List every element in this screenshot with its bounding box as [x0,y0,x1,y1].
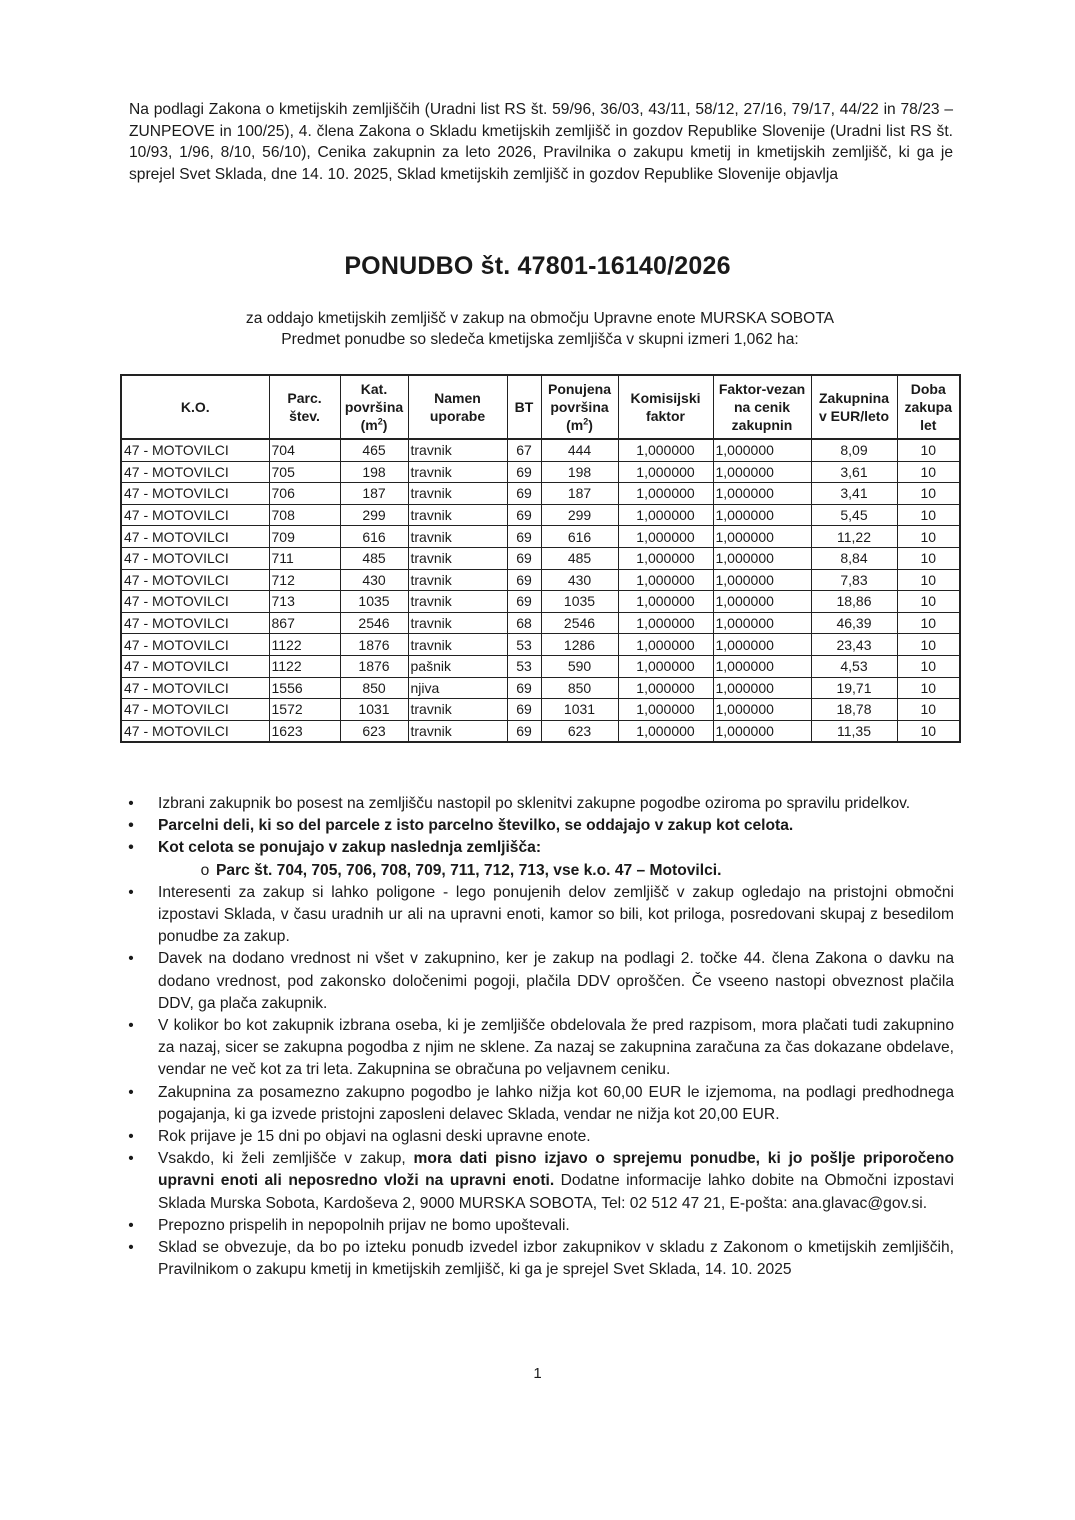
cell-faktor-vezan: 1,000000 [713,591,811,613]
cell-komisijski: 1,000000 [618,569,713,591]
cell-zakupnina: 3,41 [811,483,897,505]
cell-zakupnina: 5,45 [811,504,897,526]
table-row [121,677,960,699]
cell-doba: 10 [897,634,960,656]
list-item: • Izbrani zakupnik bo posest na zemljišču nastopil po sklenitvi zakupne pogodbe oziroma po spravilu pridelkov. [124,793,954,815]
cell-ko: 47 - MOTOVILCI [121,526,269,548]
cell-komisijski: 1,000000 [618,504,713,526]
list-item: • Sklad se obvezuje, da bo po izteku ponudb izvedel izbor zakupnikov v skladu z Zakonom o kmetijskih zemljiščih, Pravilnikom o zakupu kmetij in kmetijskih zemljišč, ki ga je sprejel Svet Sklada, 14. 10. 2025 [124,1237,954,1281]
cell-ko: 47 - MOTOVILCI [121,569,269,591]
cell-ponujena: 623 [541,720,618,742]
cell-doba: 10 [897,504,960,526]
cell-faktor-vezan: 1,000000 [713,634,811,656]
cell-zakupnina: 4,53 [811,655,897,677]
header-bt: BT [507,375,541,439]
header-ponujena-povrsina: Ponujena površina $(m^2)$ [541,375,618,439]
cell-zakupnina: 23,43 [811,634,897,656]
cell-ko: 47 - MOTOVILCI [121,699,269,721]
header-namen: Namen uporabe [408,375,507,439]
table-row [121,591,960,613]
parcels-table [120,374,961,743]
cell-zakupnina: 46,39 [811,612,897,634]
cell-bt: 53 [507,655,541,677]
cell-namen: travnik [408,547,507,569]
bullet-icon: • [128,1017,134,1035]
cell-parc: 709 [269,526,340,548]
cell-kat-povrsina: 187 [340,483,408,505]
cell-namen: travnik [408,612,507,634]
cell-kat-povrsina: 623 [340,720,408,742]
cell-faktor-vezan: 1,000000 [713,612,811,634]
cell-ko: 47 - MOTOVILCI [121,483,269,505]
cell-komisijski: 1,000000 [618,699,713,721]
list-item: • Prepozno prispelih in nepopolnih prijav ne bomo upoštevali. [124,1215,954,1237]
cell-komisijski: 1,000000 [618,526,713,548]
cell-kat-povrsina: 485 [340,547,408,569]
cell-faktor-vezan: 1,000000 [713,461,811,483]
table-row [121,569,960,591]
cell-doba: 10 [897,677,960,699]
list-item: • Zakupnina za posamezno zakupno pogodbo je lahko nižja kot 60,00 EUR le izjemoma, na podlagi predhodnega pogajanja, ki ga izvede pristojni zaposleni delavec Sklada, vendar ne nižja kot 20,00 EUR. [124,1082,954,1126]
cell-doba: 10 [897,720,960,742]
list-item: • Vsakdo, ki želi zemljišče v zakup, mora dati pisno izjavo o sprejemu ponudbe, ki jo pošlje priporočeno upravni enoti ali neposredno vloži na upravni enoti. Dodatne informacije lahko dobite na Območni izpostavi Sklada Murska Sobota, Kardoševa 2, 9000 MURSKA SOBOTA, Tel: 02 512 47 21, E-pošta: ana.glavac@gov.si. [124,1148,954,1215]
list-item: • Kot celota se ponujajo v zakup naslednja zemljišča: [124,837,954,859]
cell-bt: 69 [507,526,541,548]
cell-namen: travnik [408,439,507,461]
cell-bt: 67 [507,439,541,461]
cell-kat-povrsina: 1031 [340,699,408,721]
cell-ponujena: 430 [541,569,618,591]
bullet-icon: • [128,1083,134,1101]
cell-bt: 69 [507,504,541,526]
cell-kat-povrsina: 198 [340,461,408,483]
cell-parc: 1122 [269,655,340,677]
cell-faktor-vezan: 1,000000 [713,677,811,699]
bullet-icon: • [128,839,134,857]
cell-ponujena: 1035 [541,591,618,613]
table-row [121,461,960,483]
cell-parc: 712 [269,569,340,591]
table-row [121,720,960,742]
cell-bt: 69 [507,569,541,591]
cell-namen: njiva [408,677,507,699]
cell-komisijski: 1,000000 [618,483,713,505]
cell-doba: 10 [897,526,960,548]
table-row [121,655,960,677]
bullet-icon: • [128,1239,134,1257]
cell-zakupnina: 7,83 [811,569,897,591]
table-row [121,612,960,634]
cell-ponujena: 444 [541,439,618,461]
cell-bt: 69 [507,720,541,742]
cell-ko: 47 - MOTOVILCI [121,439,269,461]
cell-ko: 47 - MOTOVILCI [121,591,269,613]
cell-ponujena: 1031 [541,699,618,721]
list-item: • Interesenti za zakup si lahko poligone - lego ponujenih delov zemljišč v zakup ogledajo na pristojni območni izpostavi Sklada, v času uradnih ur ali na upravni enoti, kamor so bili, kot priloga, posredovani skupaj z besedilom ponudbe za zakup. [124,882,954,949]
list-item: • V kolikor bo kot zakupnik izbrana oseba, ki je zemljišče obdelovala že pred razpisom, mora plačati tudi zakupnino za nazaj, sicer se zakupna pogodba z njim ne sklene. Za nazaj se zakupnina zaračuna za čas dokazane obdelave, vendar ne več kot za tri leta. Zakupnina se obračuna po veljavnem ceniku. [124,1015,954,1082]
cell-namen: travnik [408,699,507,721]
cell-faktor-vezan: 1,000000 [713,720,811,742]
bullet-icon: • [128,817,134,835]
table-body [121,439,960,742]
cell-komisijski: 1,000000 [618,591,713,613]
cell-doba: 10 [897,483,960,505]
table-header-row [121,375,960,439]
cell-parc: 713 [269,591,340,613]
table-row [121,526,960,548]
cell-komisijski: 1,000000 [618,461,713,483]
cell-doba: 10 [897,439,960,461]
cell-namen: travnik [408,461,507,483]
cell-ko: 47 - MOTOVILCI [121,461,269,483]
cell-parc: 706 [269,483,340,505]
bullet-icon: • [128,795,134,812]
cell-ponujena: 299 [541,504,618,526]
document-title: PONUDBO št. 47801-16140/2026 [344,252,731,280]
cell-kat-povrsina: 1876 [340,634,408,656]
cell-faktor-vezan: 1,000000 [713,504,811,526]
cell-ponujena: 2546 [541,612,618,634]
list-item: • Parcelni deli, ki so del parcele z isto parcelno številko, se oddajajo v zakup kot celota. [124,815,954,837]
bold-requirement: mora dati pisno izjavo o sprejemu ponudbe, ki jo pošlje priporočeno upravni enoti ali neposredno vloži na upravni enoti. [158,1150,955,1190]
cell-ponujena: 485 [541,547,618,569]
cell-doba: 10 [897,461,960,483]
cell-namen: travnik [408,720,507,742]
cell-parc: 1623 [269,720,340,742]
cell-namen: travnik [408,569,507,591]
cell-komisijski: 1,000000 [618,634,713,656]
cell-bt: 69 [507,591,541,613]
cell-faktor-vezan: 1,000000 [713,547,811,569]
cell-namen: travnik [408,483,507,505]
cell-zakupnina: 11,22 [811,526,897,548]
list-subitem: o Parc št. 704, 705, 706, 708, 709, 711, 712, 713, vse k.o. 47 – Motovilci. [124,860,954,882]
cell-kat-povrsina: 1035 [340,591,408,613]
cell-ko: 47 - MOTOVILCI [121,504,269,526]
page-number: 1 [533,1365,542,1382]
cell-ponujena: 187 [541,483,618,505]
cell-ponujena: 198 [541,461,618,483]
cell-komisijski: 1,000000 [618,720,713,742]
cell-komisijski: 1,000000 [618,612,713,634]
cell-doba: 10 [897,569,960,591]
table-row [121,504,960,526]
bullet-icon: • [128,1128,134,1146]
cell-ponujena: 616 [541,526,618,548]
cell-namen: travnik [408,504,507,526]
cell-kat-povrsina: 616 [340,526,408,548]
cell-ko: 47 - MOTOVILCI [121,547,269,569]
cell-zakupnina: 8,84 [811,547,897,569]
bullet-icon: • [128,1150,134,1168]
cell-komisijski: 1,000000 [618,547,713,569]
bullet-icon: • [128,950,134,968]
cell-parc: 1122 [269,634,340,656]
cell-ko: 47 - MOTOVILCI [121,720,269,742]
cell-parc: 1556 [269,677,340,699]
cell-faktor-vezan: 1,000000 [713,526,811,548]
cell-doba: 10 [897,612,960,634]
intro-paragraph: Na podlagi Zakona o kmetijskih zemljiščih (Uradni list RS št. 59/96, 36/03, 43/11, 58/12, 27/16, 79/17, 44/22 in 78/23 – ZUNPEOVE in 100/25), 4. člena Zakona o Skladu kmetijskih zemljišč in gozdov Republike Slovenije (Uradni list RS št. 10/93, 1/96, 8/10, 56/10), Cenika zakupnin za leto 2026, Pravilnika o zakupu kmetij in kmetijskih zemljišč, ki ga je sprejel Svet Sklada, dne 14. 10. 2025, Sklad kmetijskih zemljišč in gozdov Republike Slovenije objavlja [129,101,953,183]
cell-ko: 47 - MOTOVILCI [121,634,269,656]
cell-kat-povrsina: 1876 [340,655,408,677]
cell-zakupnina: 19,71 [811,677,897,699]
cell-komisijski: 1,000000 [618,439,713,461]
cell-namen: pašnik [408,655,507,677]
cell-bt: 69 [507,483,541,505]
cell-doba: 10 [897,655,960,677]
cell-faktor-vezan: 1,000000 [713,655,811,677]
header-parc: Parc. štev. [269,375,340,439]
header-komisijski-faktor: Komisijski faktor [618,375,713,439]
table-row [121,699,960,721]
cell-bt: 69 [507,699,541,721]
sub-bullet-icon: o [200,861,210,879]
cell-kat-povrsina: 430 [340,569,408,591]
cell-namen: travnik [408,634,507,656]
cell-ko: 47 - MOTOVILCI [121,655,269,677]
cell-kat-povrsina: 465 [340,439,408,461]
cell-doba: 10 [897,591,960,613]
cell-zakupnina: 8,09 [811,439,897,461]
list-item: • Rok prijave je 15 dni po objavi na oglasni deski upravne enote. [124,1126,954,1148]
cell-parc: 711 [269,547,340,569]
header-kat-povrsina: Kat. površina $(m^2)$ [340,375,408,439]
header-doba: Doba zakupa let [897,375,960,439]
cell-faktor-vezan: 1,000000 [713,483,811,505]
cell-bt: 53 [507,634,541,656]
cell-faktor-vezan: 1,000000 [713,439,811,461]
cell-ponujena: 590 [541,655,618,677]
table-row [121,547,960,569]
bullet-icon: • [128,1216,134,1234]
conditions-list [124,793,954,1281]
bullet-icon: • [128,883,134,901]
cell-ponujena: 1286 [541,634,618,656]
header-ko: K.O. [121,375,269,439]
subtitle-total-area: Predmet ponudbe so sledeča kmetijska zemljišča v skupni izmeri 1,062 ha: [281,331,799,348]
cell-ko: 47 - MOTOVILCI [121,677,269,699]
cell-ponujena: 850 [541,677,618,699]
cell-faktor-vezan: 1,000000 [713,569,811,591]
cell-komisijski: 1,000000 [618,655,713,677]
cell-bt: 69 [507,461,541,483]
cell-kat-povrsina: 299 [340,504,408,526]
cell-bt: 69 [507,547,541,569]
cell-zakupnina: 18,78 [811,699,897,721]
table-row [121,483,960,505]
cell-kat-povrsina: 850 [340,677,408,699]
cell-zakupnina: 3,61 [811,461,897,483]
cell-namen: travnik [408,526,507,548]
cell-faktor-vezan: 1,000000 [713,699,811,721]
cell-parc: 704 [269,439,340,461]
cell-doba: 10 [897,547,960,569]
cell-doba: 10 [897,699,960,721]
header-faktor-vezan: Faktor-vezan na cenik zakupnin [713,375,811,439]
cell-parc: 1572 [269,699,340,721]
table-row [121,439,960,461]
cell-ko: 47 - MOTOVILCI [121,612,269,634]
cell-bt: 69 [507,677,541,699]
header-zakupnina: Zakupnina v EUR/leto [811,375,897,439]
cell-parc: 867 [269,612,340,634]
cell-komisijski: 1,000000 [618,677,713,699]
subtitle-area: za oddajo kmetijskih zemljišč v zakup na območju Upravne enote MURSKA SOBOTA [245,310,835,327]
cell-namen: travnik [408,591,507,613]
list-item: • Davek na dodano vrednost ni všet v zakupnino, ker je zakup na podlagi 2. točke 44. člena Zakona o davku na dodano vrednost, pod zakonsko določenimi pogoji, plačila DDV oproščen. Če vseeno nastopi obveznost plačila DDV, ga plača zakupnik. [124,948,954,1015]
cell-zakupnina: 11,35 [811,720,897,742]
cell-kat-povrsina: 2546 [340,612,408,634]
cell-bt: 68 [507,612,541,634]
table-row [121,634,960,656]
cell-zakupnina: 18,86 [811,591,897,613]
cell-parc: 708 [269,504,340,526]
cell-parc: 705 [269,461,340,483]
